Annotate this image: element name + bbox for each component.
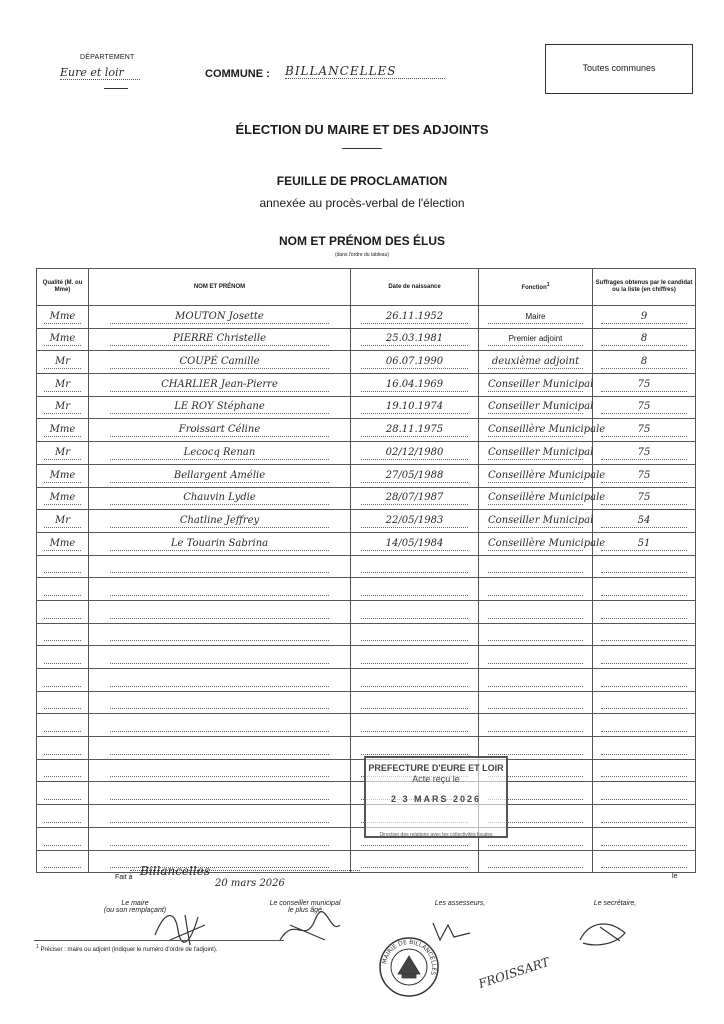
cell-qualite	[37, 419, 89, 442]
cell-fonction-value: Conseiller Municipal	[488, 514, 594, 526]
cell-nom	[89, 306, 351, 329]
cell-nom	[89, 328, 351, 351]
cell-fonction	[479, 600, 593, 623]
cell-qualite-value: Mme	[44, 333, 81, 346]
departement-divider	[104, 88, 128, 89]
cell-suffrages-value: 9	[601, 311, 687, 324]
cell-fonction-value: Conseillère Municipale	[488, 469, 606, 481]
cell-fonction-value	[488, 867, 583, 868]
cell-naissance-value: 16.04.1969	[361, 379, 468, 392]
cell-suffrages	[593, 714, 696, 737]
cell-qualite	[37, 850, 89, 873]
cell-naissance-value: 27/05/1988	[361, 470, 468, 483]
cell-qualite-value	[44, 776, 81, 777]
cell-qualite-value	[44, 708, 81, 709]
cell-suffrages	[593, 646, 696, 669]
cell-naissance	[351, 623, 479, 646]
cell-suffrages-value: 8	[601, 333, 687, 346]
fait-label: Fait à	[115, 874, 133, 881]
cell-naissance	[351, 374, 479, 397]
cell-naissance-value	[361, 845, 468, 846]
stamp-line-1: PREFECTURE D'EURE ET LOIR	[368, 763, 504, 773]
header-fonction	[479, 269, 593, 306]
cell-qualite-value: Mr	[44, 515, 81, 528]
cell-qualite-value: Mme	[44, 424, 81, 437]
conseiller-signature	[275, 905, 345, 950]
footnote-text: Préciser : maire ou adjoint (indiquer le numéro d'ordre de l'adjoint).	[40, 947, 218, 953]
departement-label: DÉPARTEMENT	[80, 54, 135, 61]
cell-suffrages	[593, 555, 696, 578]
cell-suffrages-value	[601, 822, 687, 823]
cell-qualite	[37, 374, 89, 397]
header-qualite: Qualité (M. ou Mme)	[37, 269, 89, 306]
cell-nom-value	[110, 845, 329, 846]
table-row	[37, 487, 696, 510]
cell-suffrages-value	[601, 640, 687, 641]
cell-qualite	[37, 555, 89, 578]
commune-value: BILLANCELLES	[285, 64, 445, 79]
cell-nom	[89, 396, 351, 419]
cell-fonction-value: Conseillère Municipale	[488, 537, 606, 549]
cell-fonction	[479, 351, 593, 374]
cell-suffrages	[593, 374, 696, 397]
cell-fonction-value: Conseiller Municipal	[488, 378, 594, 390]
cell-qualite	[37, 464, 89, 487]
table-row	[37, 600, 696, 623]
table-row	[37, 578, 696, 601]
cell-suffrages-value	[601, 867, 687, 868]
cell-nom-value	[110, 595, 329, 596]
cell-nom-value: Chauvin Lydie	[110, 492, 329, 505]
table-row	[37, 442, 696, 465]
cell-suffrages-value	[601, 776, 687, 777]
le-label: le	[672, 873, 678, 880]
table-row	[37, 532, 696, 555]
cell-suffrages	[593, 623, 696, 646]
cell-nom	[89, 487, 351, 510]
cell-nom	[89, 510, 351, 533]
cell-qualite	[37, 714, 89, 737]
cell-nom-value: MOUTON Josette	[110, 311, 329, 324]
cell-suffrages	[593, 396, 696, 419]
cell-naissance-value: 06.07.1990	[361, 356, 468, 369]
cell-nom	[89, 623, 351, 646]
table-row	[37, 351, 696, 374]
cell-nom-value: Le Touarin Sabrina	[110, 538, 329, 551]
cell-nom-value	[110, 618, 329, 619]
cell-qualite	[37, 782, 89, 805]
header-suffrages: Suffrages obtenus par le candidat ou la liste (en chiffres)	[593, 269, 696, 306]
cell-nom-value: Chatline Jeffrey	[110, 515, 329, 528]
table-row	[37, 464, 696, 487]
secretaire-signature	[575, 915, 635, 955]
cell-naissance	[351, 578, 479, 601]
cell-fonction	[479, 669, 593, 692]
cell-nom	[89, 827, 351, 850]
cell-fonction-value: Conseillère Municipale	[488, 492, 606, 504]
table-row	[37, 374, 696, 397]
cell-qualite-value	[44, 640, 81, 641]
cell-nom	[89, 737, 351, 760]
table-row	[37, 419, 696, 442]
toutes-communes-box	[545, 44, 693, 94]
cell-naissance	[351, 555, 479, 578]
cell-fonction-value	[488, 595, 583, 596]
table-row	[37, 646, 696, 669]
cell-fonction-value	[488, 640, 583, 641]
cell-nom-value: LE ROY Stéphane	[110, 401, 329, 414]
maire-label: Le maire	[121, 900, 149, 907]
prefecture-stamp	[364, 756, 508, 838]
cell-suffrages	[593, 532, 696, 555]
cell-qualite-value	[44, 731, 81, 732]
assesseur-signature-2	[470, 940, 550, 990]
cell-fonction	[479, 714, 593, 737]
cell-naissance-value	[361, 572, 468, 573]
cell-nom	[89, 442, 351, 465]
assesseur-signature-text: FROISSART	[476, 954, 552, 991]
cell-suffrages	[593, 850, 696, 873]
cell-nom-value	[110, 663, 329, 664]
fait-place: Billancelles	[140, 864, 210, 878]
table-row	[37, 555, 696, 578]
cell-suffrages-value	[601, 708, 687, 709]
cell-nom-value	[110, 822, 329, 823]
cell-suffrages-value: 75	[601, 401, 687, 414]
cell-qualite	[37, 623, 89, 646]
cell-qualite-value: Mme	[44, 311, 81, 324]
table-row	[37, 669, 696, 692]
cell-suffrages	[593, 827, 696, 850]
cell-fonction-value	[488, 572, 583, 573]
cell-fonction-value: Conseillère Municipale	[488, 424, 606, 436]
cell-naissance	[351, 487, 479, 510]
cell-suffrages	[593, 600, 696, 623]
cell-naissance-value: 14/05/1984	[361, 538, 468, 551]
toutes-communes-label: Toutes communes	[582, 63, 656, 73]
cell-nom-value: COUPÉ Camille	[110, 356, 329, 369]
cell-qualite-value	[44, 845, 81, 846]
cell-naissance	[351, 669, 479, 692]
cell-nom	[89, 555, 351, 578]
table-order-note: (dans l'ordre du tableau)	[334, 252, 390, 258]
stamp-date: 2 3 MARS 2026	[390, 794, 482, 804]
cell-qualite	[37, 328, 89, 351]
cell-suffrages	[593, 487, 696, 510]
cell-naissance-value: 28.11.1975	[361, 424, 468, 437]
cell-fonction	[479, 646, 593, 669]
cell-fonction	[479, 396, 593, 419]
cell-qualite-value: Mr	[44, 401, 81, 414]
cell-suffrages	[593, 782, 696, 805]
cell-nom-value: Lecocq Renan	[110, 447, 329, 460]
cell-suffrages-value	[601, 686, 687, 687]
cell-suffrages-value	[601, 618, 687, 619]
cell-nom	[89, 714, 351, 737]
cell-naissance-value	[361, 618, 468, 619]
cell-naissance	[351, 328, 479, 351]
cell-fonction	[479, 555, 593, 578]
table-row	[37, 328, 696, 351]
cell-naissance-value	[361, 663, 468, 664]
cell-fonction	[479, 691, 593, 714]
cell-nom-value: Bellargent Amélie	[110, 470, 329, 483]
cell-naissance	[351, 464, 479, 487]
conseiller-label: Le conseiller municipal	[269, 900, 341, 907]
cell-qualite-value	[44, 822, 81, 823]
cell-naissance-value: 02/12/1980	[361, 447, 468, 460]
cell-suffrages	[593, 306, 696, 329]
mairie-seal	[378, 936, 440, 998]
cell-nom	[89, 805, 351, 828]
cell-nom	[89, 646, 351, 669]
cell-suffrages	[593, 464, 696, 487]
cell-fonction	[479, 328, 593, 351]
seal-text: MAIRIE DE BILLANCELLES	[381, 938, 438, 976]
cell-suffrages	[593, 351, 696, 374]
cell-qualite-value: Mr	[44, 379, 81, 392]
cell-nom-value	[110, 686, 329, 687]
cell-fonction	[479, 510, 593, 533]
cell-fonction	[479, 374, 593, 397]
cell-fonction	[479, 487, 606, 510]
cell-suffrages	[593, 578, 696, 601]
table-title: NOM ET PRÉNOM DES ÉLUS	[278, 234, 445, 248]
cell-nom	[89, 669, 351, 692]
cell-suffrages	[593, 442, 696, 465]
cell-naissance-value	[361, 640, 468, 641]
cell-nom	[89, 419, 351, 442]
cell-naissance	[351, 850, 479, 873]
cell-suffrages	[593, 805, 696, 828]
cell-qualite	[37, 827, 89, 850]
cell-qualite-value	[44, 595, 81, 596]
cell-fonction	[479, 306, 593, 329]
cell-qualite	[37, 805, 89, 828]
cell-nom-value	[110, 708, 329, 709]
cell-naissance	[351, 532, 479, 555]
cell-suffrages-value: 51	[601, 538, 687, 551]
conseiller-sub-label: le plus âgé	[288, 907, 322, 914]
cell-qualite-value	[44, 799, 81, 800]
cell-naissance-value	[361, 754, 468, 755]
cell-naissance-value: 22/05/1983	[361, 515, 468, 528]
footnote	[36, 944, 218, 953]
cell-qualite-value: Mme	[44, 538, 81, 551]
secretaire-label: Le secrétaire,	[593, 900, 637, 907]
cell-nom-value	[110, 731, 329, 732]
footnote-marker: 1	[36, 944, 39, 950]
cell-suffrages-value	[601, 754, 687, 755]
cell-naissance	[351, 691, 479, 714]
cell-suffrages-value	[601, 595, 687, 596]
cell-suffrages-value: 75	[601, 379, 687, 392]
cell-nom-value: Froissart Céline	[110, 424, 329, 437]
cell-suffrages-value	[601, 799, 687, 800]
cell-suffrages	[593, 691, 696, 714]
cell-fonction-value: Conseiller Municipal	[488, 446, 594, 458]
cell-suffrages-value: 75	[601, 470, 687, 483]
cell-fonction-value	[488, 754, 583, 755]
cell-qualite	[37, 510, 89, 533]
cell-suffrages	[593, 328, 696, 351]
cell-qualite	[37, 532, 89, 555]
cell-naissance-value: 26.11.1952	[361, 311, 468, 324]
cell-naissance	[351, 600, 479, 623]
cell-nom	[89, 532, 351, 555]
cell-nom	[89, 782, 351, 805]
cell-nom-value	[110, 572, 329, 573]
cell-nom	[89, 464, 351, 487]
cell-nom	[89, 351, 351, 374]
cell-suffrages	[593, 510, 696, 533]
cell-fonction-value	[488, 663, 583, 664]
table-header-row	[37, 269, 696, 306]
cell-qualite-value: Mr	[44, 447, 81, 460]
cell-qualite	[37, 646, 89, 669]
cell-qualite-value: Mr	[44, 356, 81, 369]
cell-suffrages-value: 8	[601, 356, 687, 369]
cell-suffrages-value: 75	[601, 447, 687, 460]
header-nom: NOM ET PRÉNOM	[89, 269, 351, 306]
cell-fonction-value	[488, 845, 583, 846]
cell-fonction-value	[488, 686, 583, 687]
commune-label: COMMUNE :	[205, 68, 270, 80]
cell-nom-value: PIERRE Christelle	[110, 333, 329, 346]
header-naissance: Date de naissance	[351, 269, 479, 306]
footnote-rule	[34, 940, 284, 941]
cell-fonction	[479, 442, 593, 465]
table-row	[37, 714, 696, 737]
cell-nom-value	[110, 799, 329, 800]
stamp-line-4: Direction des relations avec les collectivités locales	[379, 832, 493, 838]
fait-date: 20 mars 2026	[215, 878, 285, 889]
maire-sub-label: (ou son remplaçant)	[103, 907, 167, 914]
cell-fonction-value	[488, 708, 583, 709]
cell-fonction-value: Conseiller Municipal	[488, 401, 594, 413]
cell-qualite	[37, 396, 89, 419]
cell-naissance	[351, 646, 479, 669]
cell-qualite	[37, 759, 89, 782]
cell-qualite-value	[44, 867, 81, 868]
page-title: ÉLECTION DU MAIRE ET DES ADJOINTS	[235, 122, 489, 137]
cell-qualite-value	[44, 572, 81, 573]
cell-nom	[89, 374, 351, 397]
cell-naissance	[351, 396, 479, 419]
cell-suffrages-value	[601, 663, 687, 664]
sheet-title: FEUILLE DE PROCLAMATION	[276, 174, 448, 188]
cell-fonction	[479, 623, 593, 646]
cell-naissance-value	[361, 731, 468, 732]
cell-fonction	[479, 464, 606, 487]
table-row	[37, 396, 696, 419]
cell-qualite-value	[44, 618, 81, 619]
stamp-line-2: Acte reçu le	[412, 774, 460, 784]
cell-suffrages	[593, 669, 696, 692]
cell-suffrages-value: 75	[601, 424, 687, 437]
cell-qualite	[37, 669, 89, 692]
cell-naissance-value	[361, 867, 468, 868]
cell-qualite	[37, 600, 89, 623]
cell-qualite-value	[44, 686, 81, 687]
cell-fonction	[479, 419, 606, 442]
cell-nom	[89, 759, 351, 782]
cell-naissance-value: 28/07/1987	[361, 492, 468, 505]
cell-suffrages-value: 75	[601, 492, 687, 505]
sheet-subtitle: annexée au procès-verbal de l'élection	[259, 196, 465, 210]
cell-nom	[89, 691, 351, 714]
cell-qualite	[37, 306, 89, 329]
cell-nom	[89, 600, 351, 623]
cell-qualite-value: Mme	[44, 470, 81, 483]
cell-fonction	[479, 850, 593, 873]
title-divider	[342, 148, 382, 149]
cell-fonction-value: Maire	[488, 311, 583, 324]
cell-suffrages	[593, 737, 696, 760]
cell-naissance	[351, 419, 479, 442]
cell-nom-value	[110, 640, 329, 641]
cell-suffrages	[593, 759, 696, 782]
cell-suffrages-value	[601, 731, 687, 732]
cell-naissance-value: 25.03.1981	[361, 333, 468, 346]
header-fonction-footnote-ref: 1	[546, 282, 550, 288]
cell-suffrages	[593, 419, 696, 442]
cell-fonction-value	[488, 731, 583, 732]
cell-qualite	[37, 578, 89, 601]
cell-nom-value: CHARLIER Jean-Pierre	[110, 379, 329, 392]
cell-qualite	[37, 737, 89, 760]
cell-naissance	[351, 714, 479, 737]
cell-suffrages-value	[601, 572, 687, 573]
table-row	[37, 306, 696, 329]
table-row	[37, 510, 696, 533]
cell-naissance-value	[361, 595, 468, 596]
cell-qualite	[37, 691, 89, 714]
cell-naissance	[351, 442, 479, 465]
cell-naissance	[351, 306, 479, 329]
cell-qualite	[37, 487, 89, 510]
table-row	[37, 691, 696, 714]
table-row	[37, 623, 696, 646]
cell-qualite-value	[44, 663, 81, 664]
header-fonction-label: Fonction	[521, 285, 547, 291]
cell-qualite-value	[44, 754, 81, 755]
departement-value: Eure et loir	[60, 66, 140, 80]
cell-naissance-value	[361, 708, 468, 709]
cell-fonction-value	[488, 618, 583, 619]
cell-fonction	[479, 578, 593, 601]
cell-nom-value	[110, 776, 329, 777]
cell-fonction-value: Premier adjoint	[488, 333, 583, 346]
cell-naissance	[351, 510, 479, 533]
cell-qualite	[37, 351, 89, 374]
cell-naissance	[351, 351, 479, 374]
assesseurs-label: Les assesseurs,	[434, 900, 486, 907]
cell-suffrages-value	[601, 845, 687, 846]
cell-naissance-value	[361, 686, 468, 687]
cell-qualite-value: Mme	[44, 492, 81, 505]
cell-naissance-value: 19.10.1974	[361, 401, 468, 414]
cell-nom	[89, 578, 351, 601]
cell-qualite	[37, 442, 89, 465]
cell-suffrages-value: 54	[601, 515, 687, 528]
cell-nom-value	[110, 754, 329, 755]
cell-fonction-value: deuxième adjoint	[488, 356, 583, 369]
cell-fonction	[479, 532, 606, 555]
